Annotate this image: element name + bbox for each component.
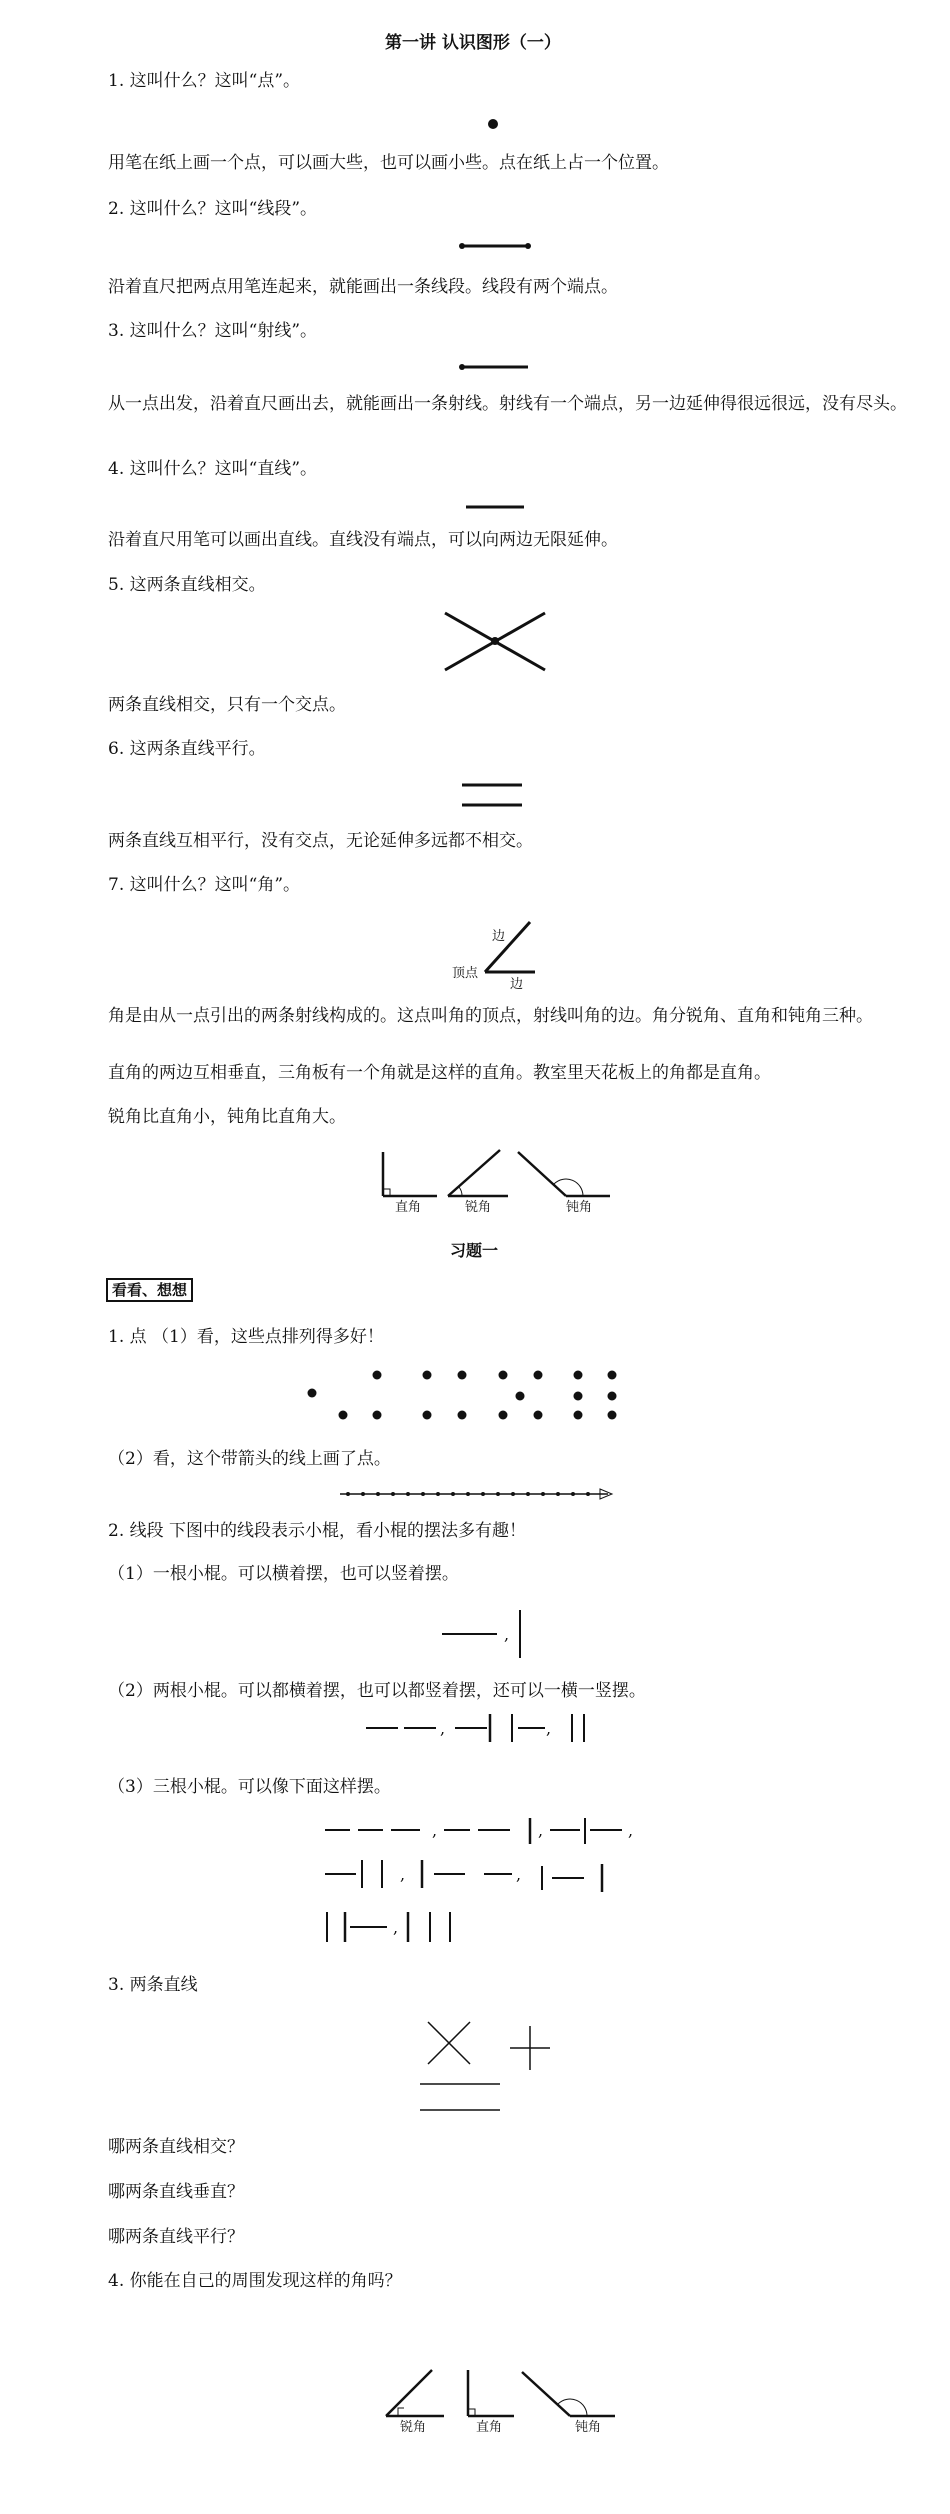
section-3-question: 3. 这叫什么？这叫“射线”。 (108, 321, 318, 341)
section-1-question: 1. 这叫什么？这叫“点”。 (108, 71, 301, 91)
section-2-question: 2. 这叫什么？这叫“线段”。 (108, 199, 318, 219)
section-5-question: 5. 这两条直线相交。 (108, 575, 266, 595)
section-4-question: 4. 这叫什么？这叫“直线”。 (108, 459, 318, 479)
angle-edge-label-1: 边 (492, 929, 506, 944)
comma: , (546, 1719, 552, 1738)
section-6-question: 6. 这两条直线平行。 (108, 739, 266, 759)
section-6-desc: 两条直线互相平行，没有交点，无论延伸多远都不相交。 (108, 831, 533, 851)
section-7-desc-3: 锐角比直角小，钝角比直角大。 (108, 1107, 346, 1127)
exercise-q2a: （1）一根小棍。可以横着摆，也可以竖着摆。 (108, 1564, 459, 1584)
comma: , (432, 1821, 438, 1840)
look-think-box: 看看、想想 (106, 1278, 193, 1302)
section-3-desc: 从一点出发，沿着直尺画出去，就能画出一条射线。射线有一个端点，另一边延伸得很远很远，没有尽头。 (108, 394, 907, 414)
comma: , (516, 1865, 522, 1884)
comma: , (504, 1625, 510, 1644)
section-7-desc-2: 直角的两边互相垂直，三角板有一个角就是这样的直角。教室里天花板上的角都是直角。 (108, 1063, 771, 1083)
section-1-desc: 用笔在纸上画一个点，可以画大些，也可以画小些。点在纸上占一个位置。 (108, 153, 669, 173)
comma: , (393, 1918, 399, 1937)
angle-edge-label-2: 边 (510, 977, 524, 992)
exercise-q1: 1. 点 （1）看，这些点排列得多好！ (108, 1327, 384, 1347)
exercise-q3a: 哪两条直线相交？ (108, 2137, 244, 2157)
section-2-desc: 沿着直尺把两点用笔连起来，就能画出一条线段。线段有两个端点。 (108, 277, 618, 297)
angle-vertex-label: 顶点 (452, 966, 479, 981)
exercise-q2c: （3）三根小棍。可以像下面这样摆。 (108, 1777, 391, 1797)
exercise-q4: 4. 你能在自己的周围发现这样的角吗？ (108, 2271, 402, 2291)
comma: , (400, 1865, 406, 1884)
comma: , (538, 1821, 544, 1840)
section-7-desc-1: 角是由从一点引出的两条射线构成的。这点叫角的顶点，射线叫角的边。角分锐角、直角和钝角三种。 (108, 1006, 873, 1026)
comma: , (628, 1821, 634, 1840)
exercise-q2: 2. 线段 下图中的线段表示小棍，看小棍的摆法多有趣！ (108, 1521, 527, 1541)
acute-angle-label-q4: 锐角 (400, 2420, 427, 2435)
exercise-q1b: （2）看，这个带箭头的线上画了点。 (108, 1449, 391, 1469)
right-angle-label: 直角 (395, 1200, 422, 1215)
exercise-q3: 3. 两条直线 (108, 1975, 198, 1995)
right-angle-label-q4: 直角 (476, 2420, 503, 2435)
acute-angle-label: 锐角 (465, 1200, 492, 1215)
exercise-q2b: （2）两根小棍。可以都横着摆，也可以都竖着摆，还可以一横一竖摆。 (108, 1681, 646, 1701)
page-title: 第一讲 认识图形（一） (385, 33, 561, 53)
exercise-heading: 习题一 (450, 1241, 499, 1260)
exercise-q3c: 哪两条直线平行？ (108, 2227, 244, 2247)
exercise-q3b: 哪两条直线垂直？ (108, 2182, 244, 2202)
obtuse-angle-label: 钝角 (566, 1200, 593, 1215)
section-5-desc: 两条直线相交，只有一个交点。 (108, 695, 346, 715)
section-4-desc: 沿着直尺用笔可以画出直线。直线没有端点，可以向两边无限延伸。 (108, 530, 618, 550)
section-7-question: 7. 这叫什么？这叫“角”。 (108, 875, 301, 895)
obtuse-angle-label-q4: 钝角 (575, 2420, 602, 2435)
comma: , (440, 1719, 446, 1738)
